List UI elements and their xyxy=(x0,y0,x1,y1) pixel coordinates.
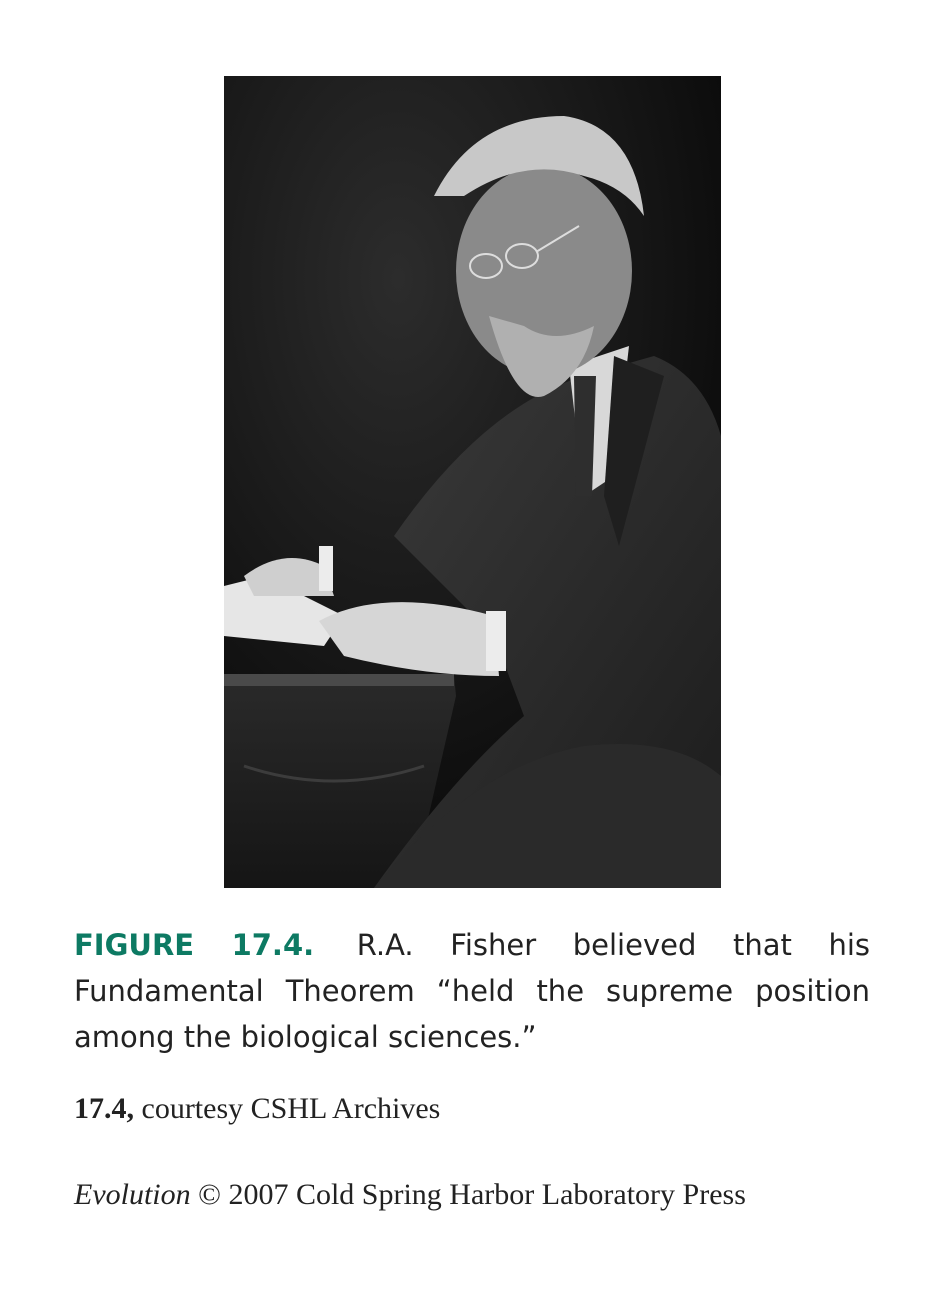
credit-text: courtesy CSHL Archives xyxy=(141,1092,441,1125)
figure-caption-text: R.A. Fisher believed that his Fundamental Theorem “held the supreme position among the biological sciences.” xyxy=(74,928,870,1054)
figure-photo xyxy=(224,76,721,888)
copyright-line xyxy=(74,1178,746,1212)
figure-caption xyxy=(74,922,870,1060)
photo-credit xyxy=(74,1092,440,1126)
figure-label: FIGURE 17.4. xyxy=(74,928,315,962)
book-title: Evolution xyxy=(74,1178,191,1211)
copyright-text: © 2007 Cold Spring Harbor Laboratory Press xyxy=(198,1178,746,1211)
portrait-photo-image xyxy=(224,76,721,888)
credit-figure-number: 17.4, xyxy=(74,1092,134,1125)
